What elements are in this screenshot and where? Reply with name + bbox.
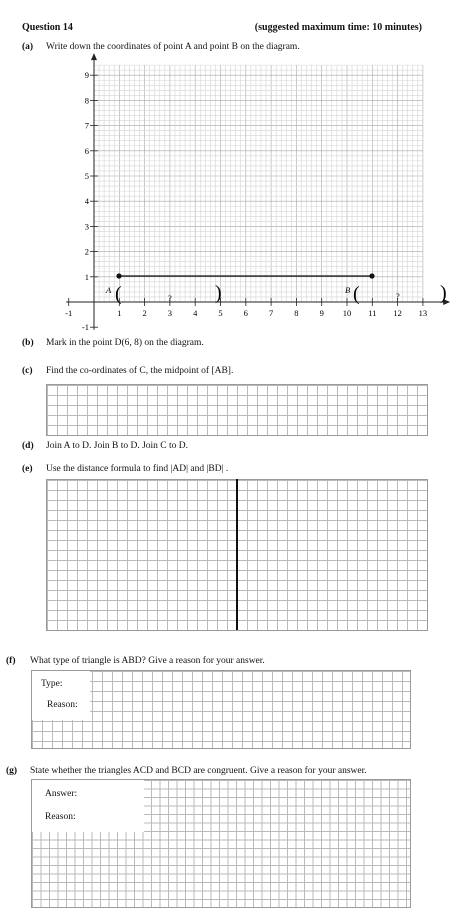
part-d-label: (d) xyxy=(22,441,34,451)
answer-b-open-bracket: ( xyxy=(353,283,360,305)
y-tick-label: 9 xyxy=(84,70,89,81)
answer-a-open-bracket: ( xyxy=(115,283,122,305)
x-tick-label: 9 xyxy=(319,308,324,318)
answer-b-close-bracket: ) xyxy=(440,282,447,304)
part-a-text: Write down the coordinates of point A and point B on the diagram. xyxy=(46,42,300,52)
part-d-text: Join A to D. Join B to D. Join C to D. xyxy=(46,441,188,451)
x-tick-label: 7 xyxy=(268,308,274,318)
point-a-dot xyxy=(116,273,121,278)
part-d xyxy=(22,441,188,451)
answer-label: Answer: xyxy=(45,789,78,799)
x-tick-label: 3 xyxy=(167,308,173,318)
point-b-label: B xyxy=(345,285,351,295)
x-tick-label: 6 xyxy=(243,308,248,318)
part-f-label: (f) xyxy=(6,656,16,666)
question-title: Question 14 xyxy=(22,22,73,33)
point-a-label: A xyxy=(106,285,112,295)
part-f-text: What type of triangle is ABD? Give a reason for your answer. xyxy=(30,656,265,666)
x-tick-label: 13 xyxy=(418,308,428,318)
part-a-label: (a) xyxy=(22,42,34,52)
answer-b-placeholder: ? xyxy=(396,291,400,301)
y-tick-label: 5 xyxy=(84,171,89,181)
y-tick-label: -1 xyxy=(81,322,89,333)
part-e xyxy=(22,464,228,474)
x-tick-label: -1 xyxy=(65,308,73,318)
reason-label-f: Reason: xyxy=(47,700,78,710)
answer-grid-c[interactable] xyxy=(46,384,428,436)
coordinate-diagram xyxy=(0,0,456,340)
diagram-grid xyxy=(94,65,423,302)
reason-label-g: Reason: xyxy=(45,812,76,822)
answer-grid-e-divider xyxy=(236,479,238,630)
x-tick-label: 1 xyxy=(117,308,122,318)
part-e-text: Use the distance formula to find |AD| and |BD| . xyxy=(46,464,229,474)
part-c-text: Find the co-ordinates of C, the midpoint of [AB]. xyxy=(46,366,234,376)
x-tick-label: 8 xyxy=(294,308,299,318)
answer-a-close-bracket: ) xyxy=(215,282,222,304)
x-tick-label: 10 xyxy=(342,308,352,318)
part-b-label: (b) xyxy=(22,338,34,348)
y-tick-label: 1 xyxy=(84,271,89,282)
y-tick-label: 3 xyxy=(84,221,89,232)
part-g xyxy=(6,766,367,776)
type-label: Type: xyxy=(41,679,63,689)
part-c xyxy=(22,366,233,376)
answer-a-placeholder: ? xyxy=(168,293,172,303)
y-tick-label: 6 xyxy=(84,145,89,156)
x-tick-label: 5 xyxy=(218,308,223,318)
y-tick-label: 2 xyxy=(84,246,89,257)
x-tick-label: 12 xyxy=(393,308,402,318)
x-tick-label: 11 xyxy=(368,308,377,318)
x-tick-label: 2 xyxy=(142,308,147,318)
point-b-dot xyxy=(369,273,374,278)
y-tick-label: 4 xyxy=(84,196,89,207)
part-e-label: (e) xyxy=(22,464,33,474)
y-tick-label: 7 xyxy=(84,120,89,131)
y-axis-arrow xyxy=(91,53,97,60)
y-tick-label: 8 xyxy=(84,95,89,106)
part-b-text: Mark in the point D(6, 8) on the diagram. xyxy=(46,338,204,348)
part-f xyxy=(6,656,265,666)
x-tick-label: 4 xyxy=(193,308,198,318)
time-note: (suggested maximum time: 10 minutes) xyxy=(254,22,422,33)
part-c-label: (c) xyxy=(22,366,33,376)
part-g-label: (g) xyxy=(6,766,18,776)
part-g-text: State whether the triangles ACD and BCD are congruent. Give a reason for your answer. xyxy=(30,766,367,776)
answer-grid-g-label-area xyxy=(32,780,144,832)
part-b xyxy=(22,338,204,348)
